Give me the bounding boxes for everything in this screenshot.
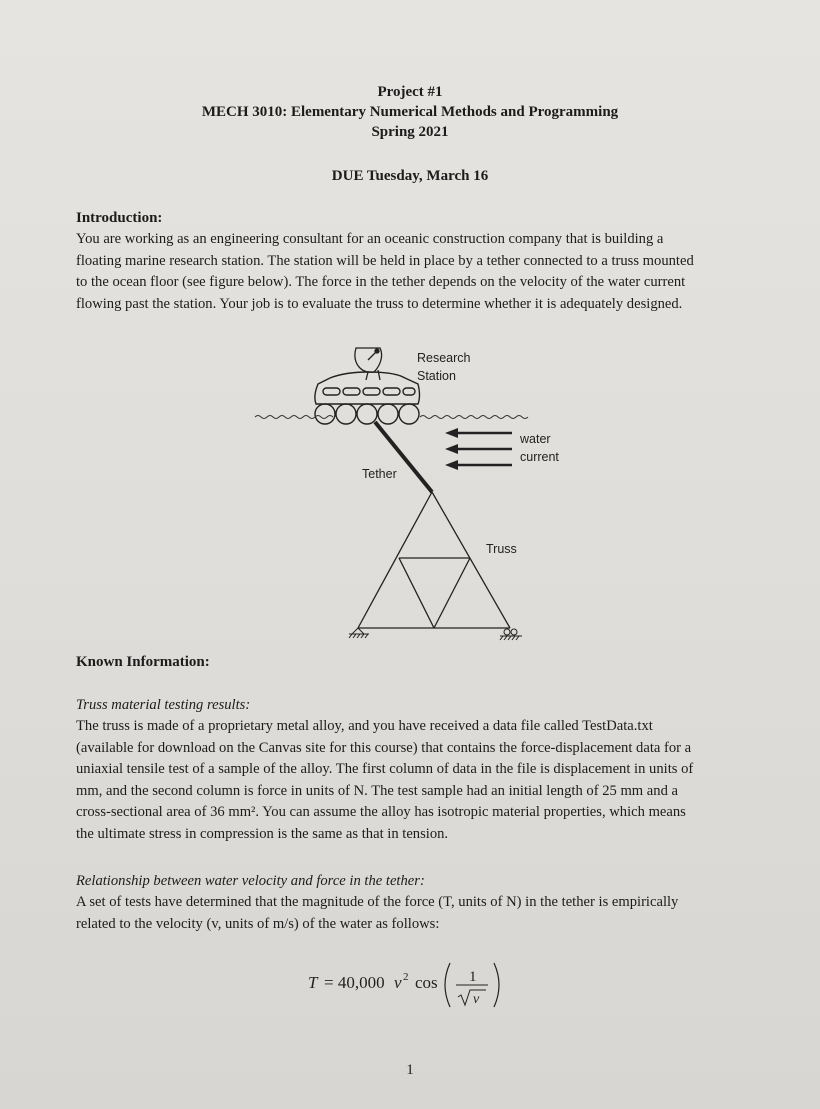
equation-velocity: v — [394, 973, 402, 992]
material-line: The truss is made of a proprietary metal alloy, and you have received a data file called TestData.txt — [76, 718, 653, 734]
course-title: MECH 3010: Elementary Numerical Methods and Programming — [201, 104, 619, 120]
truss-structure — [358, 492, 510, 628]
equation-exponent: 2 — [403, 971, 409, 983]
equation-cos: cos — [415, 973, 438, 992]
material-line: the ultimate stress in compression is the same as that in tension. — [76, 825, 449, 842]
equation-coefficient: = 40,000 — [324, 973, 385, 992]
intro-line: to the ocean floor (see figure below). The force in the tether depends on the velocity of the water current — [76, 274, 686, 290]
introduction-heading: Introduction: — [76, 210, 163, 226]
satellite-dish-icon — [355, 348, 382, 380]
material-paragraph — [76, 716, 776, 845]
relationship-line: A set of tests have determined that the magnitude of the force (T, units of N) in the tether is empirically — [76, 894, 679, 910]
material-line: (available for download on the Canvas site for this course) that contains the force-displacement data for a — [76, 739, 692, 756]
tether-line — [375, 422, 432, 492]
equation-denominator: v — [473, 992, 480, 1007]
intro-line: floating marine research station. The station will be held in place by a tether connected to a truss mounted — [76, 252, 694, 269]
water-label-1: water — [520, 432, 551, 446]
water-label-2: current — [520, 450, 559, 464]
project-title: Project #1 — [377, 84, 443, 100]
equation-numerator: 1 — [469, 969, 477, 985]
due-date: DUE Tuesday, March 16 — [331, 168, 489, 184]
tether-label: Tether — [362, 467, 397, 481]
water-surface — [255, 416, 528, 419]
material-testing-heading: Truss material testing results: — [76, 697, 251, 713]
relationship-heading: Relationship between water velocity and force in the tether: — [76, 873, 425, 889]
water-current-arrows — [445, 428, 512, 470]
material-line: cross-sectional area of 36 mm². You can assume the alloy has isotropic material properties, which means — [76, 804, 686, 820]
intro-line: flowing past the station. Your job is to evaluate the truss to determine whether it is adequately designed. — [76, 295, 683, 312]
station-label-1: Research — [417, 351, 471, 365]
truss-label: Truss — [486, 542, 517, 556]
page-number: 1 — [406, 1062, 414, 1078]
material-line: mm, and the second column is force in units of N. The test sample had an initial length of 25 mm and a — [76, 782, 678, 799]
intro-line: You are working as an engineering consultant for an oceanic construction company that is building a — [76, 231, 664, 247]
equation-lhs: T — [308, 973, 318, 992]
station-label-2: Station — [417, 369, 456, 383]
tether-force-equation — [300, 955, 540, 1015]
roller-support-icon — [500, 629, 522, 640]
material-line: uniaxial tensile test of a sample of the alloy. The first column of data in the file is displacement in units of — [76, 761, 694, 777]
pin-support-icon — [349, 628, 369, 638]
relationship-line: related to the velocity (v, units of m/s) of the water as follows: — [76, 915, 440, 932]
known-information-heading: Known Information: — [76, 654, 210, 670]
term: Spring 2021 — [371, 124, 449, 140]
research-station-icon — [315, 372, 420, 424]
relationship-paragraph — [76, 892, 776, 935]
